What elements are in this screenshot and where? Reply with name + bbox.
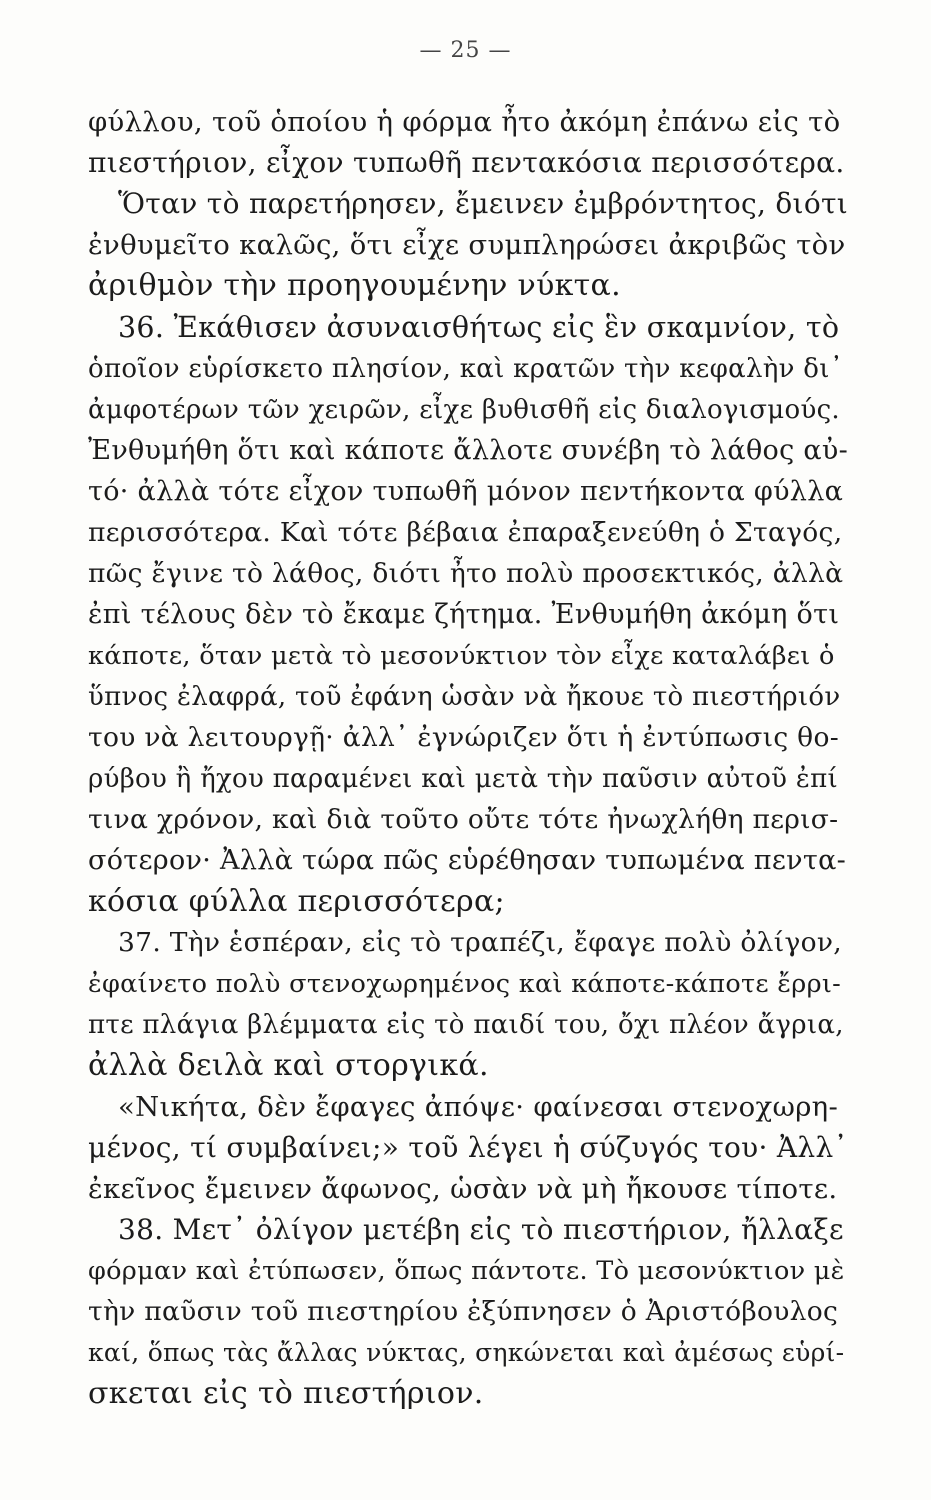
text-line: ἐνθυμεῖτο καλῶς, ὅτι εἶχε συμπληρώσει ἀκριβῶς τὸν	[88, 229, 846, 261]
text-line: ἀλλὰ δειλὰ καὶ στοργικά.	[88, 1048, 489, 1083]
text-line: «Νικήτα, δὲν ἔφαγες ἀπόψε· φαίνεσαι στενοχωρη-	[118, 1091, 839, 1123]
text-line: φύλλου, τοῦ ὁποίου ἡ φόρμα ἦτο ἀκόμη ἐπάνω εἰς τὸ	[88, 106, 841, 138]
text-line: σότερον· Ἀλλὰ τώρα πῶς εὑρέθησαν τυπωμένα πεντα-	[88, 845, 847, 876]
text-line: φόρμαν καὶ ἐτύπωσεν, ὅπως πάντοτε. Τὸ μεσονύκτιον μὲ	[88, 1256, 845, 1286]
text-line: Ἐνθυμήθη ὅτι καὶ κάποτε ἄλλοτε συνέβη τὸ λάθος αὐ-	[88, 435, 848, 466]
text-line: ὕπνος ἐλαφρά, τοῦ ἐφάνη ὡσὰν νὰ ἤκουε τὸ πιεστήριόν	[88, 682, 841, 712]
text-line: του νὰ λειτουργῇ· ἀλλ᾽ ἐγνώριζεν ὅτι ἡ ἐντύπωσις θο-	[88, 722, 839, 753]
text-line: πτε πλάγια βλέμματα εἰς τὸ παιδί του, ὄχι πλέον ἄγρια,	[88, 1010, 844, 1040]
text-line: πιεστήριον, εἶχον τυπωθῆ πεντακόσια περισσότερα.	[88, 146, 845, 179]
page-number: — 25 —	[419, 38, 512, 63]
text-line: ρύβου ἢ ἤχου παραμένει καὶ μετὰ τὴν παῦσιν αὐτοῦ ἐπί	[88, 764, 838, 794]
text-line: σκεται εἰς τὸ πιεστήριον.	[88, 1376, 484, 1411]
text-line: ἐκεῖνος ἔμεινεν ἄφωνος, ὡσὰν νὰ μὴ ἤκουσε τίποτε.	[88, 1173, 838, 1205]
text-line: κάποτε, ὅταν μετὰ τὸ μεσονύκτιον τὸν εἶχε καταλάβει ὁ	[88, 641, 835, 671]
text-line: ἀριθμὸν τὴν προηγουμένην νύκτα.	[88, 268, 621, 303]
text-line: 37. Τὴν ἑσπέραν, εἰς τὸ τραπέζι, ἔφαγε πολὺ ὀλίγον,	[118, 927, 842, 958]
text-line: κόσια φύλλα περισσότερα;	[88, 884, 505, 919]
text-line: ὁποῖον εὑρίσκετο πλησίον, καὶ κρατῶν τὴν κεφαλὴν δι᾽	[88, 354, 844, 384]
text-line: ἐφαίνετο πολὺ στενοχωρημένος καὶ κάποτε-κάποτε ἔρρι-	[88, 969, 842, 999]
text-line: 36. Ἐκάθισεν ἀσυναισθήτως εἰς ἓν σκαμνίον, τὸ	[118, 311, 840, 344]
text-line: μένος, τί συμβαίνει;» τοῦ λέγει ἡ σύζυγός του· Ἀλλ᾽	[88, 1131, 848, 1164]
text-line: καί, ὅπως τὰς ἄλλας νύκτας, σηκώνεται καὶ ἀμέσως εὑρί-	[88, 1338, 845, 1367]
text-line: περισσότερα. Καὶ τότε βέβαια ἐπαραξενεύθη ὁ Σταγός,	[88, 517, 843, 548]
text-line: 38. Μετ᾽ ὀλίγον μετέβη εἰς τὸ πιεστήριον, ἤλλαξε	[118, 1213, 844, 1246]
text-line: τό· ἀλλὰ τότε εἶχον τυπωθῆ μόνον πεντήκοντα φύλλα	[88, 476, 844, 507]
text-line: πῶς ἔγινε τὸ λάθος, διότι ἦτο πολὺ προσεκτικός, ἀλλὰ	[88, 558, 844, 589]
text-line: τινα χρόνον, καὶ διὰ τοῦτο οὔτε τότε ἠνωχλήθη περισ-	[88, 804, 839, 835]
text-line: τὴν παῦσιν τοῦ πιεστηρίου ἐξύπνησεν ὁ Ἀριστόβουλος	[88, 1296, 839, 1327]
text-line: ἐπὶ τέλους δὲν τὸ ἔκαμε ζήτημα. Ἐνθυμήθη ἀκόμη ὅτι	[88, 599, 840, 630]
text-line: ἀμφοτέρων τῶν χειρῶν, εἶχε βυθισθῆ εἰς διαλογισμούς.	[88, 395, 840, 425]
text-line: Ὅταν τὸ παρετήρησεν, ἔμεινεν ἐμβρόντητος, διότι	[118, 187, 848, 220]
